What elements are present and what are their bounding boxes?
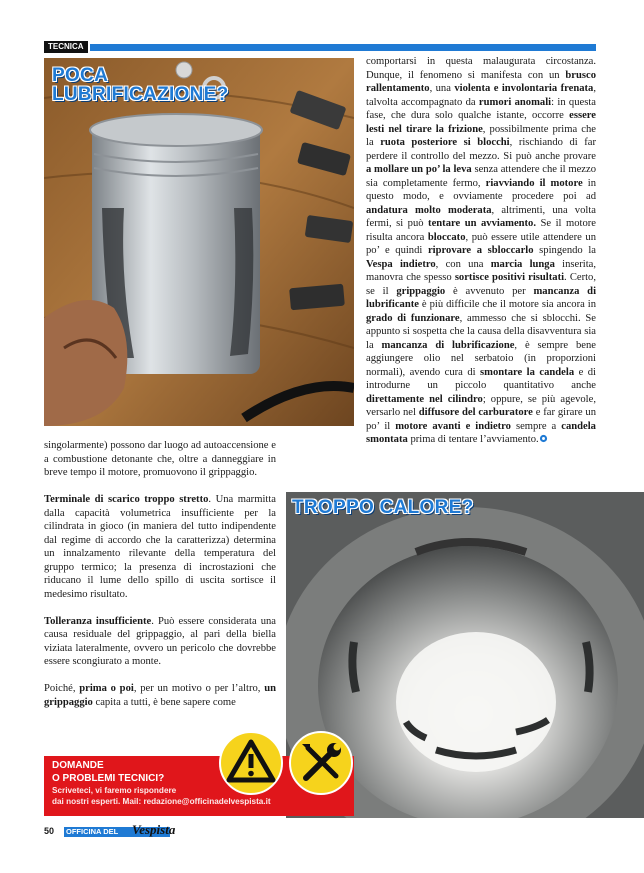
bold-text-run: rumori anomali xyxy=(478,96,552,108)
contact-heading-line1: DOMANDE xyxy=(52,760,104,771)
bold-text-run: andatura molto moderata xyxy=(366,204,492,216)
bold-text-run: prima o poi xyxy=(79,683,134,694)
bold-text-run: tentare un avviamento. xyxy=(428,218,537,229)
bold-text-run: grado di funzionare xyxy=(366,312,460,324)
bold-text-run: riprovare a sbloccarlo xyxy=(427,245,534,256)
text-run: è avvenuto per xyxy=(445,285,534,297)
left-paragraph-4 xyxy=(44,682,276,709)
bold-text-run: sortisce positivi risultati xyxy=(454,272,565,283)
left-paragraph-3 xyxy=(44,615,276,669)
contact-box xyxy=(44,756,354,816)
right-text-column xyxy=(366,55,596,447)
text-run: spingendo la xyxy=(533,245,596,256)
text-run: e di introdurne un piccolo quantitativo anche xyxy=(366,366,596,391)
bold-text-run: essere lesti nel tirare la frizione xyxy=(366,110,596,135)
text-run: , altrimenti, una volta fermi, si può xyxy=(366,204,596,229)
text-run: , possibilmente prima che la xyxy=(366,123,596,148)
tools-icon xyxy=(288,730,354,796)
text-run: , una xyxy=(429,83,455,94)
piston-photo xyxy=(44,58,354,426)
contact-text-line2[interactable]: dai nostri esperti. Mail: redazione@officinadelvespista.it xyxy=(52,797,271,806)
text-run: , rischiando di far perdere il controllo del mezzo. Si può anche provare xyxy=(366,137,597,162)
text-run: , per un motivo o per l’altro, xyxy=(133,683,265,694)
section-tag: TECNICA xyxy=(44,41,88,53)
text-run: Se il motore risulta ancora xyxy=(366,218,596,243)
photo1-title xyxy=(52,66,229,104)
bold-text-run: motore avanti e indietro xyxy=(395,420,511,432)
text-run: sempre a xyxy=(510,420,562,432)
bold-text-run: Vespa indietro xyxy=(366,258,436,270)
footer-magazine-label: OFFICINA DEL xyxy=(66,827,119,836)
text-run: . Una marmitta dalla capacità volumetrica insufficiente per la cilindrata in gioco (in maniera del tutto indipendente dal regime di accordo che la caratterizza) determina un innalzamento rilevante della temperatura del gruppo termico; la presenza di incrostazioni che riducano il lume dello spillo di uscita sortisce il medesimo risultato. xyxy=(44,494,276,600)
contact-heading-line2: O PROBLEMI TECNICI? xyxy=(52,773,165,784)
text-run: , può essere utile attendere un po’ e quindi xyxy=(366,231,596,256)
bold-text-run: marcia lunga xyxy=(490,258,555,270)
text-run: ; oppure, se più agevole, versarlo nel xyxy=(366,393,596,418)
photo1-title-line1: POCA xyxy=(52,65,109,86)
text-run: : in questa fase, che dura solo qualche istante, occorre xyxy=(366,96,596,121)
footer-magazine-brand: Vespista xyxy=(132,822,176,837)
text-run: , talvolta accompagnato da xyxy=(366,83,596,108)
left-paragraph-1 xyxy=(44,439,276,480)
bold-text-run: candela smontata xyxy=(366,420,596,445)
text-run: e far girare un po’ il xyxy=(366,407,596,432)
text-run: , ammesso che si sblocchi. Se appunto si sospetta che la causa della disavventura sia la xyxy=(366,312,596,351)
left-paragraph-2 xyxy=(44,493,276,601)
bold-text-run: ruota posteriore si blocchi xyxy=(380,137,510,148)
text-run: prima di tentare l’avviamento. xyxy=(407,434,539,445)
page-number: 50 xyxy=(44,826,55,836)
text-run: senza attendere che il mezzo sia completamente fermo, xyxy=(366,164,596,189)
bold-text-run: Terminale di scarico troppo stretto xyxy=(44,494,209,505)
bold-text-run: violenta e involontaria frenata xyxy=(454,83,594,94)
text-run: Poiché, xyxy=(44,683,80,694)
text-run: in questo modo, e ovviamente procedere poi ad xyxy=(366,177,596,202)
right-paragraph-1 xyxy=(366,55,596,447)
photo1-title-line2: LUBRIFICAZIONE? xyxy=(52,84,229,105)
warning-icon xyxy=(218,730,284,796)
text-run: inserita, manovra che spesso xyxy=(366,258,597,283)
contact-text-line1: Scriveteci, vi faremo rispondere xyxy=(52,786,177,795)
bold-text-run: a mollare un po’ la leva xyxy=(366,164,472,175)
bold-text-run: direttamente nel cilindro xyxy=(366,393,483,405)
text-run: . Certo, se il xyxy=(366,272,597,297)
bold-text-run: brusco rallentamento xyxy=(366,69,596,94)
text-run: , con una xyxy=(435,258,491,270)
contact-heading xyxy=(52,759,164,785)
left-text-column xyxy=(44,439,276,709)
bold-text-run: un grippaggio xyxy=(44,683,276,708)
bold-text-run: riavviando il motore xyxy=(485,177,583,189)
bold-text-run: mancanza di lubrificante xyxy=(366,285,597,310)
text-run: , è sempre bene aggiungere olio nel serbatoio (in proporzioni normali), avendo cura di xyxy=(366,339,597,378)
header-rule xyxy=(90,44,596,51)
text-run: comportarsi in questa malaugurata circostanza. Dunque, il fenomeno si manifesta con un xyxy=(366,56,596,81)
text-run: è più difficile che il motore sia ancora in xyxy=(418,299,596,310)
bold-text-run: grippaggio xyxy=(396,285,446,297)
text-run: . Può essere considerata una causa residuale del grippaggio, al pari della biella viziata lateralmente, ovvero un pericolo che dovrebbe essere scongiurato a monte. xyxy=(44,615,277,667)
bold-text-run: mancanza di lubrificazione xyxy=(381,339,515,351)
bold-text-run: diffusore del carburatore xyxy=(418,407,533,418)
bold-text-run: smontare la candela xyxy=(480,366,575,378)
gear-end-icon xyxy=(539,434,548,443)
text-run: singolarmente) possono dar luogo ad autoaccensione e a combustione detonante che, oltre a danneggiare in breve tempo il motore, promuovono il grippaggio. xyxy=(44,440,276,478)
text-run: capita a tutti, è bene sapere come xyxy=(92,696,236,708)
bold-text-run: bloccato xyxy=(427,231,466,243)
photo2-title: TROPPO CALORE? xyxy=(292,497,474,518)
bold-text-run: Tolleranza insufficiente xyxy=(44,615,152,627)
